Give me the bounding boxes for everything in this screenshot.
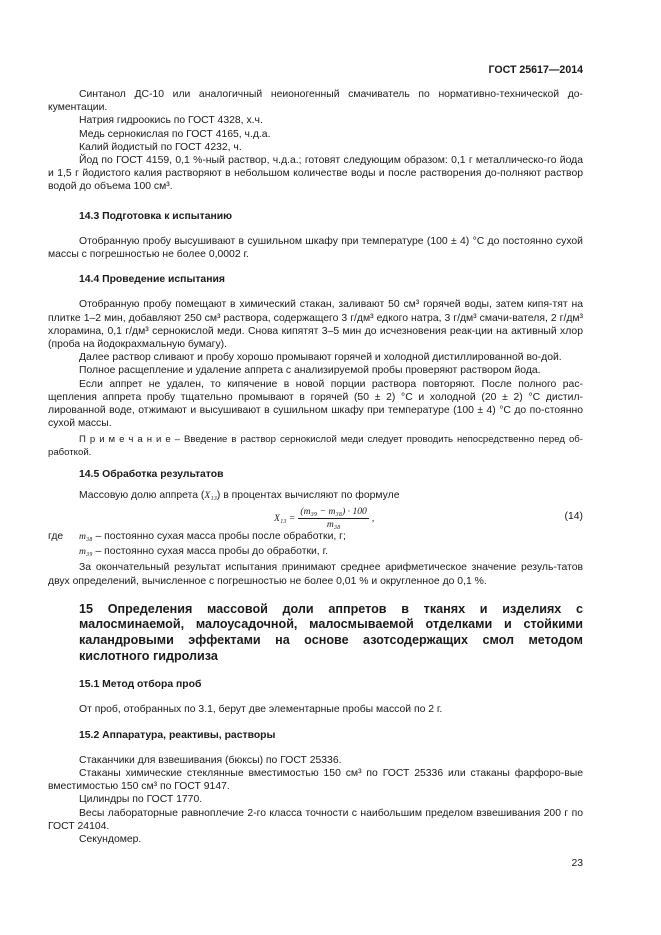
reagent-line: Синтанол ДС-10 или аналогичный неионогенный смачиватель по нормативно-технической до-кументации. — [48, 89, 583, 114]
formula-lhs: X₁₃ = — [274, 512, 296, 524]
apparatus-line: Секундомер. — [79, 834, 142, 846]
section-title-14-3: 14.3 Подготовка к испытанию — [79, 210, 233, 222]
section-paragraph: Если аппрет не удален, то кипячение в новой порции раствора повторяют. После полного рас-щепления аппрета пробу тщательно промывают в горячей (50 ± 2) °С и холодной (20 ± 2) °С дистил-лированной воде, отжимают и высушивают в сушильном шкафу при температуре (100 ± 4) °С до по-стоянно сухой массы. — [48, 378, 583, 430]
note: П р и м е ч а н и е – Введение в раствор сернокислой меди следует проводить непосредственно перед об-работкой. — [48, 434, 583, 459]
formula-tail: , — [371, 512, 375, 524]
apparatus-line: Весы лабораторные равноплечие 2-го класса точности с наибольшим пределом взвешивания 200 г по ГОСТ 24104. — [48, 807, 583, 832]
formula-intro — [48, 489, 583, 502]
formula-intro-end: ) в процентах вычисляют по формуле — [216, 489, 400, 501]
where-label: где — [48, 531, 64, 543]
standard-header: ГОСТ 25617—2014 — [488, 64, 583, 76]
section-paragraph: Далее раствор сливают и пробу хорошо промывают горячей и холодной дистиллированной во-дой. — [79, 352, 562, 364]
section-title-15: 15 Определения массовой доли аппретов в тканях и изделиях с малосминаемой, малоусадочной, малосмываемой отделками и стойкими каландровыми эффектами на основе азотсодержащих смол методом кислотного гидролиза — [79, 601, 583, 663]
section-title-15-2: 15.2 Аппаратура, реактивы, растворы — [79, 729, 276, 741]
definition-row — [48, 530, 583, 543]
section-paragraph: Отобранную пробу помещают в химический стакан, заливают 50 см³ горячей воды, затем кипя-тят на плитке 1–2 мин, добавляют 250 см³ раствора, содержащего 3 г/дм³ едкого натра, 3 г/дм³ смачи-вателя, 2 г/дм³ хлорамина, 0,1 г/дм³ сернокислой меди. Снова кипятят 3–5 мин до исчезновения реак-ции на активный хлор (проба на йодокрахмальную бумагу). — [48, 299, 583, 351]
apparatus-line: Стаканы химические стеклянные вместимостью 150 см³ по ГОСТ 25336 или стаканы фарфоро-вые вместимостью 150 см³ по ГОСТ 9147. — [48, 768, 583, 793]
formula — [274, 506, 374, 531]
apparatus-line: Стаканчики для взвешивания (бюксы) по ГОСТ 25336. — [79, 754, 342, 766]
formula-row — [48, 506, 583, 530]
reagent-line: Медь сернокислая по ГОСТ 4165, ч.д.а. — [79, 128, 271, 140]
definition-row — [48, 545, 583, 558]
definition-text: – постоянно сухая масса пробы до обработки, г. — [92, 546, 328, 558]
page-number: 23 — [571, 858, 583, 869]
apparatus-line: Цилиндры по ГОСТ 1770. — [79, 794, 203, 806]
equation-number: (14) — [564, 511, 583, 523]
definition-text: – постоянно сухая масса пробы после обработки, г; — [92, 531, 346, 543]
reagent-line: Калий йодистый по ГОСТ 4232, ч. — [79, 141, 242, 153]
section-text: За окончательный результат испытания принимают среднее арифметическое значение резуль-татов двух определений, вычисленное с погрешностью не более 0,01 % и округленное до 0,1 %. — [48, 562, 583, 587]
formula-numerator: (m₃₉ − m₃₈) · 100 — [300, 506, 367, 518]
formula-intro-start: Массовую долю аппрета ( — [79, 489, 205, 501]
section-text: Отобранную пробу высушивают в сушильном шкафу при температуре (100 ± 4) °С до постоянно сухой массы с погрешностью не более 0,0002 г. — [48, 235, 583, 261]
section-title-15-1: 15.1 Метод отбора проб — [79, 679, 202, 691]
formula-variable: X₁₃ — [204, 489, 217, 501]
section-paragraph: Полное расщепление и удаление аппрета с анализируемой пробы проверяют раствором йода. — [79, 365, 541, 377]
reagent-line: Натрия гидроокись по ГОСТ 4328, х.ч. — [79, 115, 263, 127]
formula-fraction — [298, 506, 368, 531]
section-text: От проб, отобранных по 3.1, берут две элементарные пробы массой по 2 г. — [79, 704, 443, 716]
formula-denominator: m₃₈ — [326, 519, 341, 531]
section-title-14-4: 14.4 Проведение испытания — [79, 274, 225, 286]
section-title-14-5: 14.5 Обработка результатов — [79, 468, 224, 480]
reagent-line: Йод по ГОСТ 4159, 0,1 %-ный раствор, ч.д.а.; готовят следующим образом: 0,1 г металлическо-го йода и 1,5 г йодистого калия растворяют в небольшом количестве воды и после растворения до-полняют раствор водой до объема 100 см³. — [48, 155, 583, 193]
page-content — [48, 88, 583, 846]
definition-variable: m₃₈ — [79, 531, 93, 543]
definition-variable: m₃₉ — [79, 546, 93, 558]
